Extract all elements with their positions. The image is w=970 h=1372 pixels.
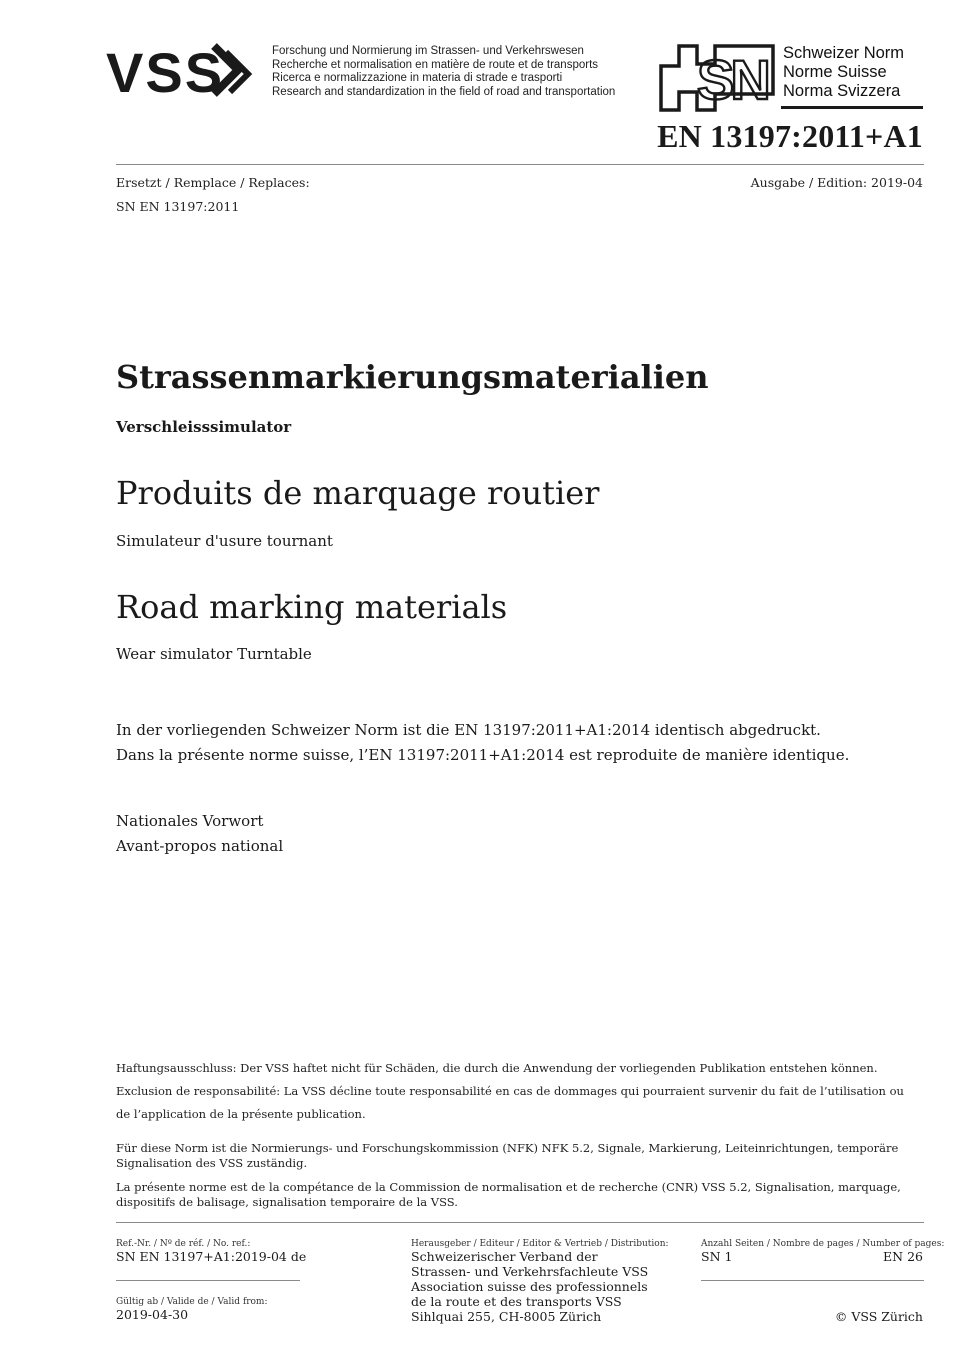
publisher-line: Strassen- und Verkehrsfachleute VSS — [411, 1264, 649, 1279]
publisher-line: Schweizerischer Verband der — [411, 1249, 598, 1264]
subtitle-fr: Simulateur d'usure tournant — [116, 532, 333, 550]
pages-sn: SN 1 — [701, 1249, 733, 1264]
committee-de: Für diese Norm ist die Normierungs- und Forschungskommission (NFK) NFK 5.2, Signale, Markierung, Leiteinrichtungen, temporäre Signalisation des VSS zuständig. — [116, 1141, 899, 1170]
vss-tagline-it: Ricerca e normalizzazione in materia di strade e trasporti — [272, 72, 563, 85]
vss-tagline-fr: Recherche et normalisation en matière de route et de transports — [272, 58, 599, 71]
ref-divider — [116, 1280, 300, 1281]
vss-logo — [106, 40, 266, 104]
publisher-line: Association suisse des professionnels — [411, 1279, 648, 1294]
disclaimer-fr-line1: Exclusion de responsabilité: La VSS décline toute responsabilité en cas de dommages qui pourraient survenir du fait de l’utilisation ou — [116, 1084, 904, 1098]
identity-statement-fr: Dans la présente norme suisse, l’EN 13197:2011+A1:2014 est reproduite de manière identique. — [116, 746, 850, 764]
title-en: Road marking materials — [116, 588, 508, 626]
disclaimer-de: Haftungsausschluss: Der VSS haftet nicht für Schäden, die durch die Anwendung der vorliegenden Publikation entstehen können. — [116, 1061, 878, 1075]
ref-value: SN EN 13197+A1:2019-04 de — [116, 1249, 307, 1264]
ref-label: Ref.-Nr. / Nº de réf. / No. ref.: — [116, 1239, 251, 1249]
replaces-label: Ersetzt / Remplace / Replaces: — [116, 175, 310, 190]
title-fr: Produits de marquage routier — [116, 474, 600, 512]
document-number: EN 13197:2011+A1 — [657, 118, 923, 154]
sn-logo — [657, 44, 777, 116]
sn-logo-text: SN — [697, 48, 767, 111]
sn-name-it: Norma Svizzera — [783, 82, 901, 100]
valid-label: Gültig ab / Valide de / Valid from: — [116, 1297, 268, 1307]
copyright: © VSS Zürich — [834, 1309, 923, 1324]
sn-underline — [781, 106, 923, 109]
foreword-de: Nationales Vorwort — [116, 812, 264, 830]
vss-tagline-de: Forschung und Normierung im Strassen- und Verkehrswesen — [272, 45, 584, 57]
disclaimer-fr-line2: de l’application de la présente publication. — [116, 1107, 366, 1121]
vss-logo-text: VSS — [106, 41, 225, 100]
identity-statement-de: In der vorliegenden Schweizer Norm ist die EN 13197:2011+A1:2014 identisch abgedruckt. — [116, 721, 821, 739]
publisher-label: Herausgeber / Editeur / Editor & Vertrieb / Distribution: — [411, 1239, 669, 1249]
vss-tagline-en: Research and standardization in the field of road and transportation — [272, 85, 616, 98]
foreword-fr: Avant-propos national — [116, 837, 284, 855]
sn-name-de: Schweizer Norm — [783, 44, 905, 62]
edition-label: Ausgabe / Edition: 2019-04 — [750, 175, 923, 190]
pages-divider — [701, 1280, 924, 1281]
footer-divider — [116, 1222, 924, 1223]
replaces-value: SN EN 13197:2011 — [116, 199, 240, 214]
committee-fr: La présente norme est de la compétance de la Commission de normalisation et de recherche (CNR) VSS 5.2, Signalisation, marquage, dispositifs de balisage, signalisation temporaire de la VSS. — [116, 1180, 901, 1209]
title-de: Strassenmarkierungsmaterialien — [116, 358, 709, 396]
subtitle-de: Verschleisssimulator — [116, 418, 292, 436]
header-divider — [116, 164, 924, 165]
publisher-line: de la route et des transports VSS — [411, 1294, 622, 1309]
sn-name-fr: Norme Suisse — [783, 63, 887, 81]
valid-value: 2019-04-30 — [116, 1307, 189, 1322]
pages-label: Anzahl Seiten / Nombre de pages / Number of pages: — [701, 1239, 945, 1249]
publisher-address: Sihlquai 255, CH-8005 Zürich — [411, 1309, 602, 1324]
subtitle-en: Wear simulator Turntable — [116, 645, 312, 663]
pages-en: EN 26 — [883, 1249, 923, 1264]
